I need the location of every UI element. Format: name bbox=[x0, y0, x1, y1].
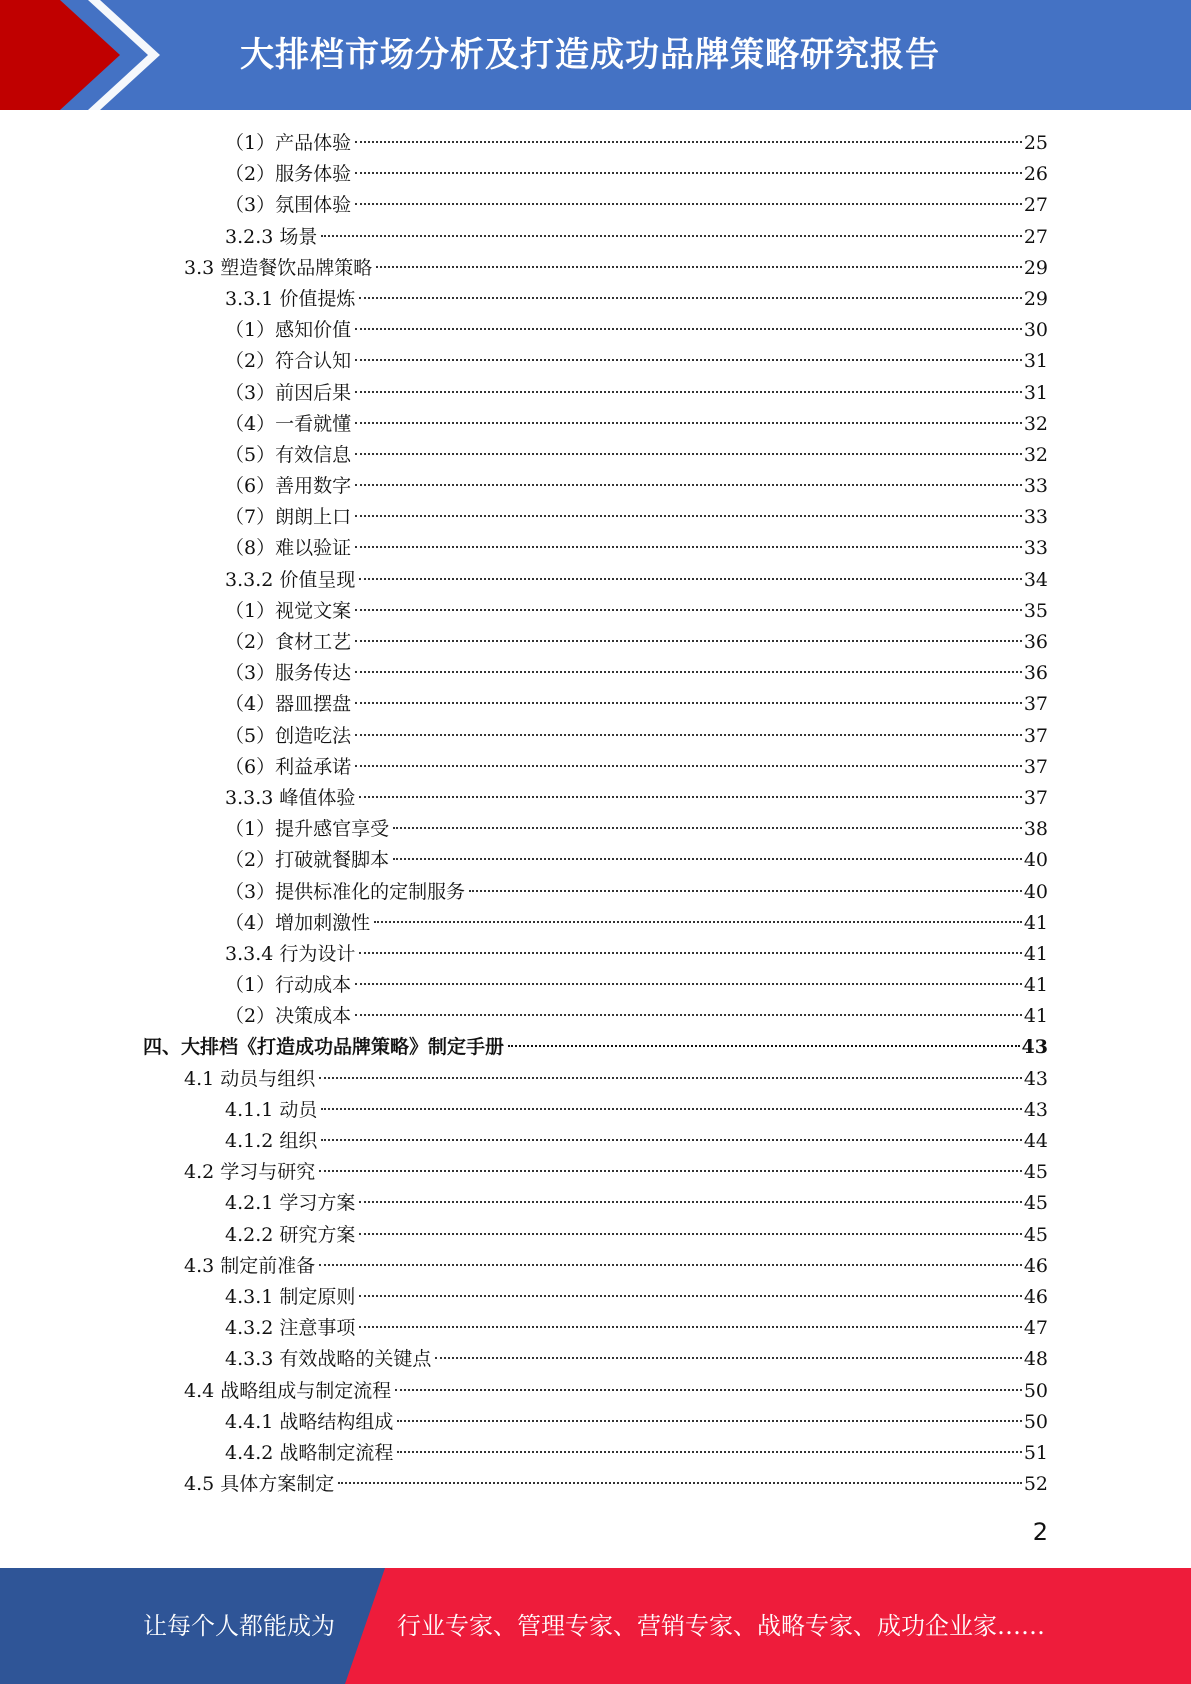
toc-entry-page: 44 bbox=[1023, 1130, 1048, 1152]
toc-entry-line bbox=[225, 159, 1048, 190]
toc-dot-leader bbox=[469, 890, 1022, 892]
toc-entry-line bbox=[225, 378, 1048, 409]
toc-entry-line bbox=[225, 471, 1048, 502]
toc-entry-page: 41 bbox=[1023, 1005, 1048, 1028]
toc-entry-page: 47 bbox=[1023, 1317, 1048, 1340]
toc-dot-leader bbox=[355, 141, 1022, 143]
toc-entry-line bbox=[225, 1095, 1048, 1126]
toc-entry-page: 45 bbox=[1023, 1192, 1048, 1215]
toc-entry-page: 31 bbox=[1023, 350, 1048, 373]
toc-entry-line bbox=[225, 689, 1048, 720]
toc-entry[interactable] bbox=[0, 1282, 1191, 1313]
toc-entry[interactable] bbox=[0, 533, 1191, 564]
page-header bbox=[0, 0, 1191, 110]
toc-entry-label: （2）决策成本 bbox=[225, 1005, 352, 1028]
toc-entry-line bbox=[225, 939, 1048, 970]
toc-dot-leader bbox=[319, 1170, 1022, 1172]
toc-entry-line bbox=[225, 1344, 1048, 1375]
toc-entry[interactable] bbox=[0, 128, 1191, 159]
toc-entry-label: 4.3.3 有效战略的关键点 bbox=[225, 1348, 432, 1371]
toc-entry-page: 37 bbox=[1023, 724, 1048, 747]
page-footer bbox=[0, 1568, 1191, 1684]
toc-entry-page: 26 bbox=[1023, 163, 1048, 186]
toc-entry-line bbox=[225, 970, 1048, 1001]
toc-entry-page: 41 bbox=[1023, 974, 1048, 997]
toc-entry[interactable] bbox=[0, 284, 1191, 315]
toc-entry[interactable] bbox=[0, 721, 1191, 752]
toc-entry[interactable] bbox=[0, 440, 1191, 471]
toc-entry-page: 46 bbox=[1023, 1254, 1048, 1277]
toc-entry-page: 34 bbox=[1023, 568, 1048, 591]
toc-entry-label: 4.4.1 战略结构组成 bbox=[225, 1410, 394, 1433]
toc-entry-page: 41 bbox=[1023, 911, 1048, 934]
toc-dot-leader bbox=[359, 1295, 1021, 1297]
toc-entry-label: 3.3.4 行为设计 bbox=[225, 942, 356, 965]
toc-entry-label: （4）增加刺激性 bbox=[225, 911, 371, 934]
toc-entry-page: 43 bbox=[1023, 1067, 1048, 1090]
toc-entry-label: 4.3.1 制定原则 bbox=[225, 1285, 356, 1308]
toc-entry-page: 51 bbox=[1023, 1441, 1048, 1464]
toc-entry[interactable] bbox=[0, 1157, 1191, 1188]
toc-entry-page: 27 bbox=[1023, 194, 1048, 217]
toc-entry[interactable] bbox=[0, 1407, 1191, 1438]
footer-slogan-left: 让每个人都能成为 bbox=[143, 1612, 335, 1640]
toc-entry-label: 3.3.3 峰值体验 bbox=[225, 786, 356, 809]
toc-entry[interactable] bbox=[0, 1220, 1191, 1251]
toc-entry[interactable] bbox=[0, 1188, 1191, 1219]
toc-dot-leader bbox=[355, 328, 1022, 330]
toc-dot-leader bbox=[374, 921, 1022, 923]
toc-entry-line bbox=[225, 596, 1048, 627]
toc-entry[interactable] bbox=[0, 222, 1191, 253]
toc-entry[interactable] bbox=[0, 1313, 1191, 1344]
toc-entry-line bbox=[225, 814, 1048, 845]
toc-entry-page: 33 bbox=[1023, 475, 1048, 498]
toc-entry-label: （5）有效信息 bbox=[225, 443, 352, 466]
toc-entry-label: 4.1.1 动员 bbox=[225, 1098, 318, 1121]
toc-dot-leader bbox=[397, 1451, 1021, 1453]
toc-entry-page: 40 bbox=[1023, 880, 1048, 903]
toc-entry[interactable] bbox=[0, 1376, 1191, 1407]
toc-entry-label: （1）行动成本 bbox=[225, 974, 352, 997]
toc-entry[interactable] bbox=[0, 1344, 1191, 1375]
toc-entry[interactable] bbox=[0, 190, 1191, 221]
toc-entry-line bbox=[225, 502, 1048, 533]
report-title: 大排档市场分析及打造成功品牌策略研究报告 bbox=[240, 35, 940, 75]
toc-dot-leader bbox=[355, 671, 1022, 673]
toc-entry-line bbox=[225, 658, 1048, 689]
toc-dot-leader bbox=[355, 546, 1022, 548]
toc-entry-line bbox=[225, 1220, 1048, 1251]
toc-dot-leader bbox=[355, 734, 1022, 736]
toc-entry-label: （3）提供标准化的定制服务 bbox=[225, 880, 466, 903]
toc-entry-page: 50 bbox=[1023, 1379, 1048, 1402]
toc-entry-page: 25 bbox=[1023, 132, 1048, 154]
toc-dot-leader bbox=[355, 983, 1022, 985]
toc-entry-label: 3.3.1 价值提炼 bbox=[225, 287, 356, 310]
toc-entry-page: 38 bbox=[1023, 818, 1048, 841]
toc-entry-line bbox=[225, 1313, 1048, 1344]
toc-dot-leader bbox=[359, 578, 1021, 580]
toc-dot-leader bbox=[355, 484, 1022, 486]
toc-entry-line bbox=[225, 128, 1048, 159]
toc-entry-page: 36 bbox=[1023, 631, 1048, 653]
toc-entry-page: 32 bbox=[1023, 443, 1048, 466]
toc-entry-page: 48 bbox=[1023, 1348, 1048, 1371]
toc-entry[interactable] bbox=[0, 845, 1191, 876]
toc-dot-leader bbox=[321, 235, 1021, 237]
toc-entry[interactable] bbox=[0, 596, 1191, 627]
toc-entry-label: 4.2.2 研究方案 bbox=[225, 1223, 356, 1246]
toc-dot-leader bbox=[508, 1045, 1020, 1047]
toc-entry-line bbox=[225, 877, 1048, 908]
toc-entry-label: （4）器皿摆盘 bbox=[225, 693, 352, 716]
toc-entry-label: （1）产品体验 bbox=[225, 132, 352, 154]
toc-entry-page: 32 bbox=[1023, 412, 1048, 435]
toc-entry[interactable] bbox=[0, 1251, 1191, 1282]
toc-entry-label: 4.2.1 学习方案 bbox=[225, 1192, 356, 1215]
footer-slogan-right: 行业专家、管理专家、营销专家、战略专家、成功企业家…… bbox=[397, 1612, 1045, 1640]
toc-entry-line bbox=[225, 1438, 1048, 1469]
toc-entry-line bbox=[225, 1407, 1048, 1438]
toc-entry[interactable] bbox=[0, 752, 1191, 783]
toc-entry-page: 45 bbox=[1023, 1223, 1048, 1246]
toc-entry-page: 45 bbox=[1023, 1161, 1048, 1184]
toc-entry-label: 4.1 动员与组织 bbox=[184, 1067, 316, 1090]
toc-entry-page: 52 bbox=[1023, 1473, 1048, 1496]
toc-entry-label: 3.2.3 场景 bbox=[225, 225, 318, 248]
toc-entry[interactable] bbox=[0, 689, 1191, 720]
toc-entry-page: 50 bbox=[1023, 1410, 1048, 1433]
toc-entry-line bbox=[225, 1282, 1048, 1313]
toc-entry-line bbox=[225, 440, 1048, 471]
toc-dot-leader bbox=[355, 1014, 1022, 1016]
toc-dot-leader bbox=[376, 266, 1022, 268]
toc-entry-label: （8）难以验证 bbox=[225, 537, 352, 560]
toc-entry-page: 29 bbox=[1023, 256, 1048, 279]
toc-entry-page: 46 bbox=[1023, 1285, 1048, 1308]
toc-entry-label: （4）一看就懂 bbox=[225, 412, 352, 435]
toc-entry-page: 37 bbox=[1023, 755, 1048, 778]
toc-entry-page: 29 bbox=[1023, 287, 1048, 310]
toc-entry-line bbox=[225, 409, 1048, 440]
toc-entry-line bbox=[225, 346, 1048, 377]
toc-entry-label: （6）利益承诺 bbox=[225, 755, 352, 778]
toc-dot-leader bbox=[319, 1077, 1022, 1079]
toc-dot-leader bbox=[355, 515, 1022, 517]
toc-entry-page: 35 bbox=[1023, 599, 1048, 622]
toc-entry-page: 37 bbox=[1023, 693, 1048, 716]
toc-entry[interactable] bbox=[0, 315, 1191, 346]
toc-entry-page: 27 bbox=[1023, 225, 1048, 248]
toc-dot-leader bbox=[359, 796, 1021, 798]
toc-entry-line bbox=[184, 1064, 1048, 1095]
toc-entry[interactable] bbox=[0, 253, 1191, 284]
toc-entry[interactable] bbox=[0, 939, 1191, 970]
toc-dot-leader bbox=[355, 422, 1022, 424]
toc-entry-line bbox=[184, 253, 1048, 284]
toc-entry-line bbox=[225, 627, 1048, 658]
toc-dot-leader bbox=[397, 1420, 1021, 1422]
toc-entry[interactable] bbox=[0, 814, 1191, 845]
toc-entry[interactable] bbox=[0, 565, 1191, 596]
toc-dot-leader bbox=[355, 640, 1022, 642]
toc-entry-label: （1）感知价值 bbox=[225, 319, 352, 342]
toc-entry-label: 4.4 战略组成与制定流程 bbox=[184, 1379, 392, 1402]
toc-entry-label: （3）前因后果 bbox=[225, 381, 352, 404]
toc-entry-line bbox=[143, 1032, 1048, 1063]
page-number: 2 bbox=[1032, 1518, 1048, 1546]
toc-entry-label: 3.3 塑造餐饮品牌策略 bbox=[184, 256, 373, 279]
toc-entry-page: 33 bbox=[1023, 506, 1048, 529]
toc-entry[interactable] bbox=[0, 877, 1191, 908]
table-of-contents bbox=[0, 128, 1191, 1500]
toc-entry[interactable] bbox=[0, 1469, 1191, 1500]
toc-entry-line bbox=[225, 845, 1048, 876]
toc-dot-leader bbox=[355, 453, 1022, 455]
toc-entry-label: （3）服务传达 bbox=[225, 662, 352, 685]
toc-dot-leader bbox=[395, 1389, 1022, 1391]
toc-entry-label: （2）打破就餐脚本 bbox=[225, 849, 390, 872]
toc-entry-label: （5）创造吃法 bbox=[225, 724, 352, 747]
toc-entry-page: 36 bbox=[1023, 662, 1048, 685]
toc-entry-page: 30 bbox=[1023, 319, 1048, 342]
toc-entry-line bbox=[225, 721, 1048, 752]
toc-dot-leader bbox=[321, 1108, 1021, 1110]
toc-dot-leader bbox=[355, 702, 1022, 704]
toc-entry[interactable] bbox=[0, 1064, 1191, 1095]
toc-dot-leader bbox=[355, 765, 1022, 767]
toc-entry-line bbox=[225, 565, 1048, 596]
toc-dot-leader bbox=[321, 1139, 1021, 1141]
toc-entry-label: 4.1.2 组织 bbox=[225, 1130, 318, 1152]
toc-entry[interactable] bbox=[0, 1001, 1191, 1032]
toc-entry-label: 4.3 制定前准备 bbox=[184, 1254, 316, 1277]
toc-entry-page: 41 bbox=[1023, 942, 1048, 965]
toc-entry-line bbox=[225, 190, 1048, 221]
toc-entry[interactable] bbox=[0, 658, 1191, 689]
toc-entry-label: （1）视觉文案 bbox=[225, 599, 352, 622]
toc-entry-line bbox=[184, 1376, 1048, 1407]
toc-entry[interactable] bbox=[0, 627, 1191, 658]
toc-entry[interactable] bbox=[0, 346, 1191, 377]
toc-entry[interactable] bbox=[0, 908, 1191, 939]
toc-entry-label: （1）提升感官享受 bbox=[225, 818, 390, 841]
toc-entry-line bbox=[184, 1157, 1048, 1188]
toc-dot-leader bbox=[355, 203, 1022, 205]
toc-entry-line bbox=[225, 533, 1048, 564]
toc-entry-label: （6）善用数字 bbox=[225, 475, 352, 498]
toc-entry-label: 4.2 学习与研究 bbox=[184, 1161, 316, 1184]
toc-dot-leader bbox=[435, 1357, 1021, 1359]
toc-entry[interactable] bbox=[0, 1032, 1191, 1063]
toc-entry-line bbox=[225, 222, 1048, 253]
toc-entry-label: （2）服务体验 bbox=[225, 163, 352, 186]
toc-dot-leader bbox=[355, 391, 1022, 393]
toc-entry-label: 4.4.2 战略制定流程 bbox=[225, 1441, 394, 1464]
toc-entry-page: 31 bbox=[1023, 381, 1048, 404]
toc-entry-line bbox=[225, 315, 1048, 346]
toc-dot-leader bbox=[359, 952, 1021, 954]
toc-dot-leader bbox=[393, 827, 1022, 829]
toc-entry[interactable] bbox=[0, 502, 1191, 533]
toc-entry-line bbox=[184, 1251, 1048, 1282]
toc-dot-leader bbox=[393, 858, 1022, 860]
toc-entry[interactable] bbox=[0, 159, 1191, 190]
toc-entry-label: 4.5 具体方案制定 bbox=[184, 1473, 335, 1496]
toc-entry[interactable] bbox=[0, 409, 1191, 440]
toc-entry-label: 四、大排档《打造成功品牌策略》制定手册 bbox=[143, 1036, 505, 1059]
toc-entry-label: （3）氛围体验 bbox=[225, 194, 352, 217]
toc-entry-page: 40 bbox=[1023, 849, 1048, 872]
toc-entry-line bbox=[225, 1001, 1048, 1032]
toc-entry-page: 33 bbox=[1023, 537, 1048, 560]
toc-entry-label: （2）符合认知 bbox=[225, 350, 352, 373]
toc-entry-line bbox=[225, 908, 1048, 939]
toc-entry[interactable] bbox=[0, 1095, 1191, 1126]
toc-dot-leader bbox=[355, 359, 1022, 361]
toc-dot-leader bbox=[359, 1201, 1021, 1203]
toc-dot-leader bbox=[338, 1482, 1022, 1484]
toc-entry-label: （2）食材工艺 bbox=[225, 631, 352, 653]
toc-entry-page: 43 bbox=[1023, 1098, 1048, 1121]
toc-entry-page: 43 bbox=[1021, 1036, 1048, 1059]
toc-entry-label: （7）朗朗上口 bbox=[225, 506, 352, 529]
toc-entry-line bbox=[225, 1126, 1048, 1157]
toc-entry-label: 4.3.2 注意事项 bbox=[225, 1317, 356, 1340]
toc-entry-line bbox=[225, 783, 1048, 814]
toc-dot-leader bbox=[355, 609, 1022, 611]
toc-entry[interactable] bbox=[0, 471, 1191, 502]
toc-entry-line bbox=[184, 1469, 1048, 1500]
toc-entry-label: 3.3.2 价值呈现 bbox=[225, 568, 356, 591]
toc-entry-line bbox=[225, 284, 1048, 315]
toc-entry-line bbox=[225, 752, 1048, 783]
toc-dot-leader bbox=[359, 1233, 1021, 1235]
toc-entry[interactable] bbox=[0, 1126, 1191, 1157]
toc-dot-leader bbox=[355, 172, 1022, 174]
toc-entry[interactable] bbox=[0, 1438, 1191, 1469]
toc-entry-line bbox=[225, 1188, 1048, 1219]
toc-dot-leader bbox=[319, 1264, 1022, 1266]
toc-entry-page: 37 bbox=[1023, 786, 1048, 809]
toc-entry[interactable] bbox=[0, 970, 1191, 1001]
toc-entry[interactable] bbox=[0, 378, 1191, 409]
toc-dot-leader bbox=[359, 1326, 1021, 1328]
toc-dot-leader bbox=[359, 297, 1021, 299]
toc-entry[interactable] bbox=[0, 783, 1191, 814]
